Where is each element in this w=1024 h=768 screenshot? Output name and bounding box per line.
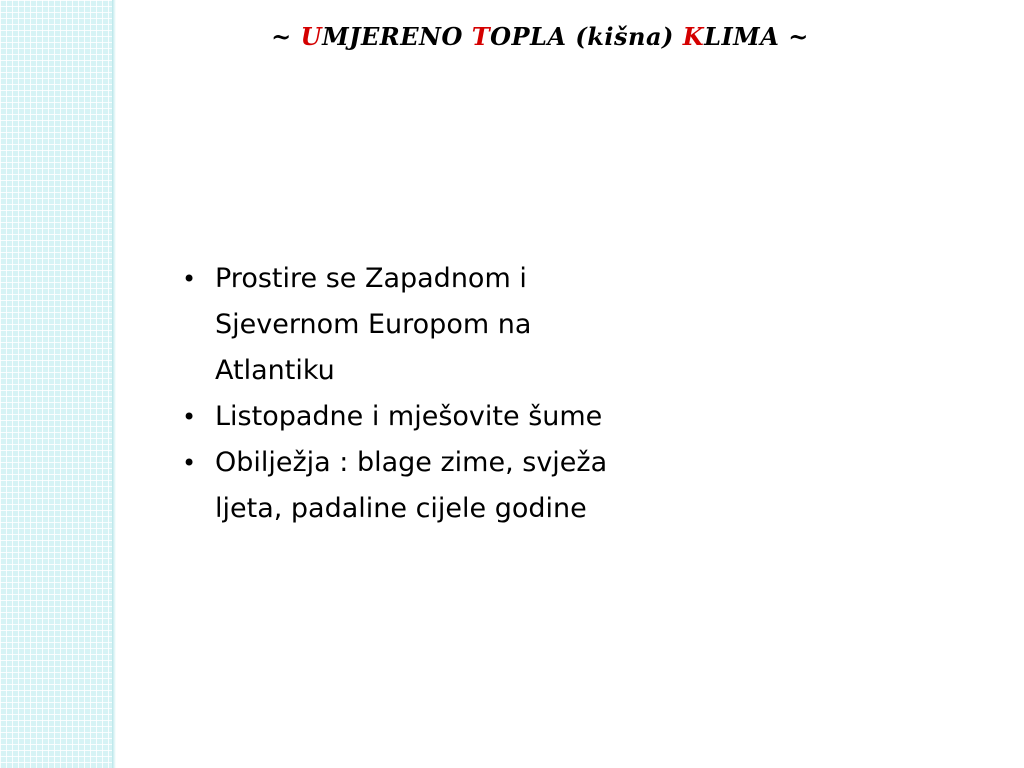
title-part-3: LIMA ~ <box>704 22 809 51</box>
bullet-dot-icon: • <box>182 265 197 293</box>
bullet-text: Listopadne i mješovite šume <box>215 401 603 432</box>
bullet-text: Obilježja : blage zime, svježa ljeta, padaline cijele godine <box>215 447 608 524</box>
decorative-grid-strip <box>0 0 112 768</box>
bullet-list <box>182 256 652 532</box>
title-part-2: OPLA (kišna) <box>490 22 683 51</box>
slide-title <box>200 22 880 51</box>
title-part-1: MJERENO <box>322 22 472 51</box>
bullet-item <box>182 440 652 532</box>
title-letter-u: U <box>300 22 323 51</box>
strip-edge-divider <box>112 0 116 768</box>
bullet-text: Prostire se Zapadnom i Sjevernom Europom na Atlantiku <box>215 263 532 386</box>
title-letter-t: T <box>471 22 491 51</box>
bullet-dot-icon: • <box>182 449 197 477</box>
title-prefix: ~ <box>271 22 301 51</box>
title-letter-k: K <box>682 22 705 51</box>
bullet-item <box>182 256 652 394</box>
bullet-dot-icon: • <box>182 403 197 431</box>
bullet-item <box>182 394 652 440</box>
